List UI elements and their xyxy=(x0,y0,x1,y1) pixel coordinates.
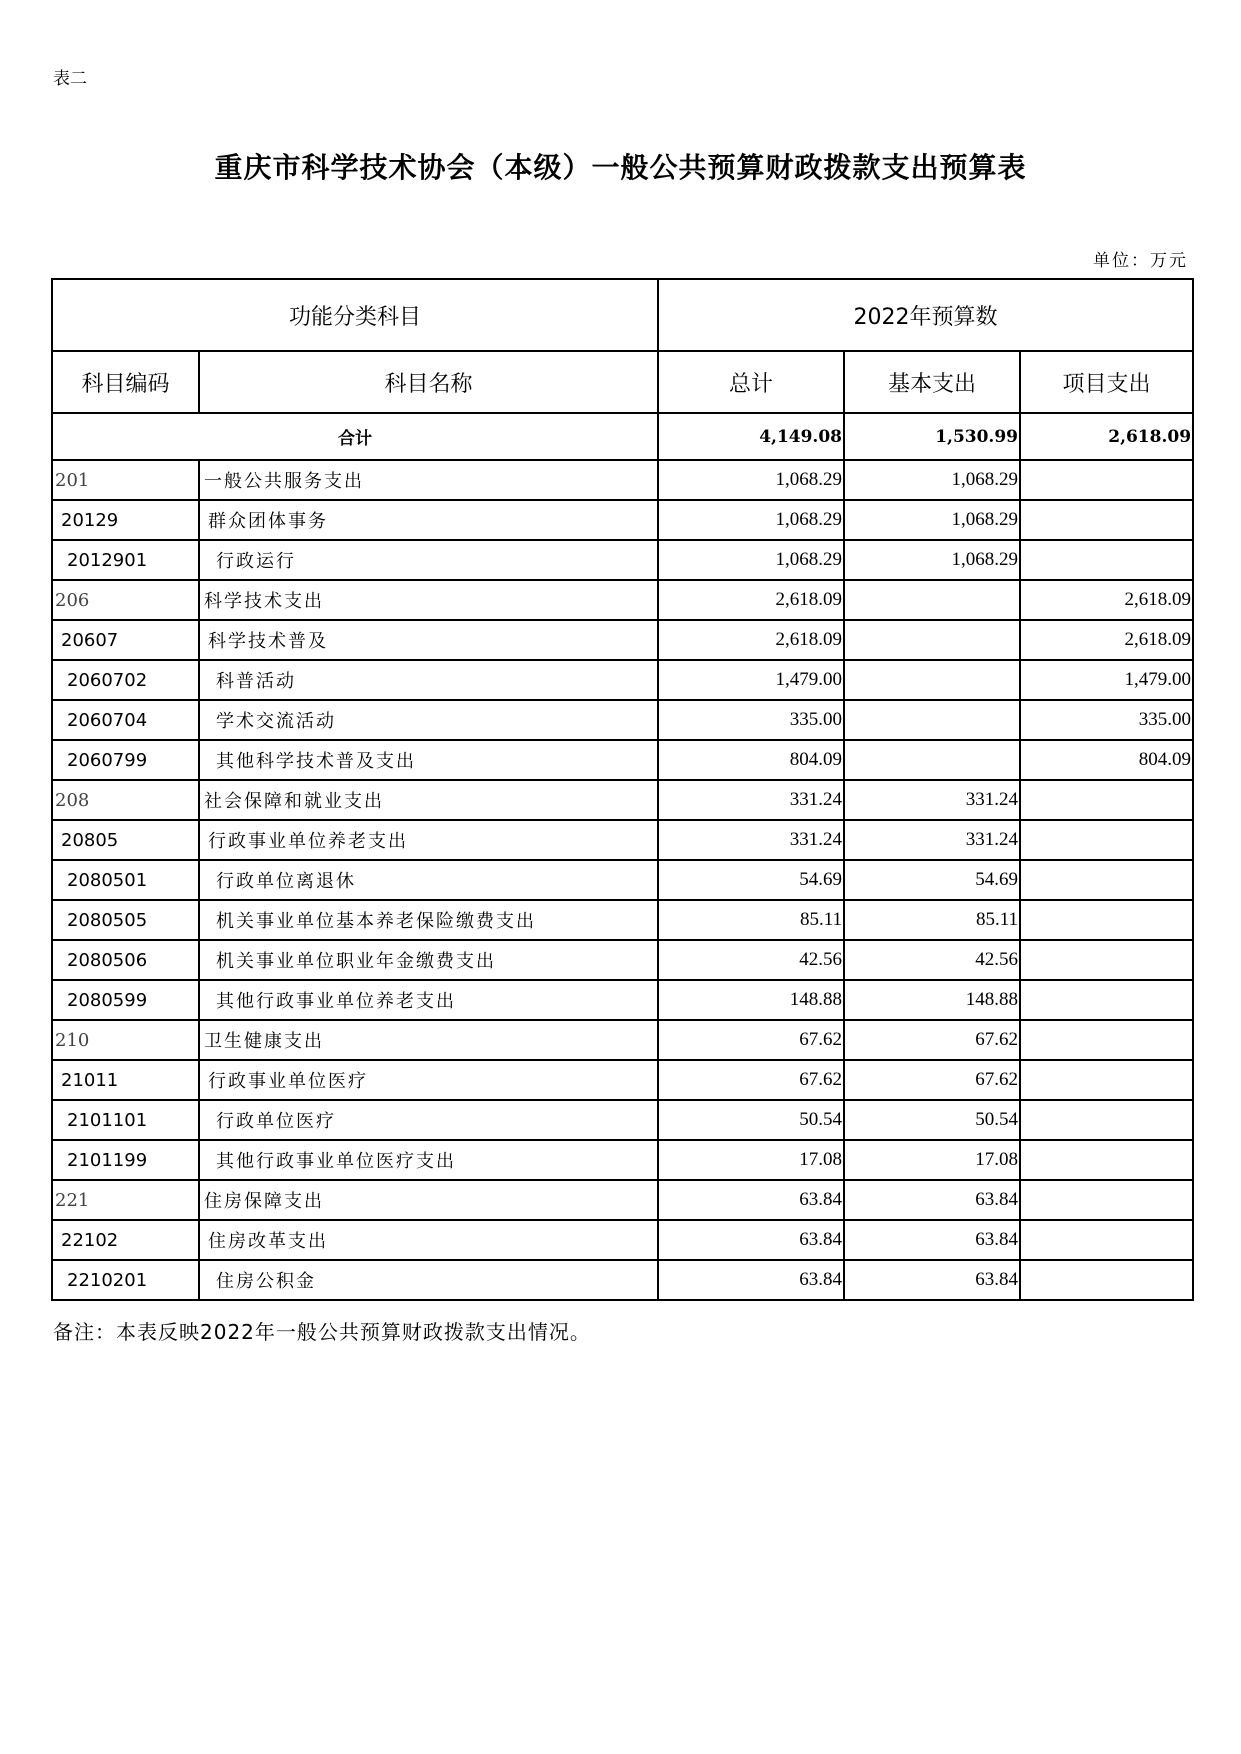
row-code: 20129 xyxy=(52,500,199,540)
row-total: 331.24 xyxy=(658,820,844,860)
row-project xyxy=(1020,540,1193,580)
row-project: 2,618.09 xyxy=(1020,580,1193,620)
row-code: 201 xyxy=(52,460,199,500)
row-project xyxy=(1020,780,1193,820)
row-project xyxy=(1020,860,1193,900)
row-basic: 85.11 xyxy=(844,900,1020,940)
row-total: 42.56 xyxy=(658,940,844,980)
row-basic xyxy=(844,700,1020,740)
row-basic: 42.56 xyxy=(844,940,1020,980)
row-name: 科学技术普及 xyxy=(199,620,658,660)
table-row xyxy=(52,900,1193,940)
table-row xyxy=(52,1140,1193,1180)
table-label: 表二 xyxy=(53,69,87,89)
row-basic: 331.24 xyxy=(844,820,1020,860)
table-row xyxy=(52,620,1193,660)
row-total: 67.62 xyxy=(658,1060,844,1100)
table-row xyxy=(52,500,1193,540)
row-name: 行政事业单位养老支出 xyxy=(199,820,658,860)
row-code: 2210201 xyxy=(52,1260,199,1300)
row-name: 卫生健康支出 xyxy=(199,1020,658,1060)
row-code: 2060704 xyxy=(52,700,199,740)
row-code: 2101199 xyxy=(52,1140,199,1180)
row-code: 2101101 xyxy=(52,1100,199,1140)
row-project xyxy=(1020,1220,1193,1260)
row-code: 2080506 xyxy=(52,940,199,980)
row-total: 804.09 xyxy=(658,740,844,780)
row-code: 2080599 xyxy=(52,980,199,1020)
row-basic: 63.84 xyxy=(844,1180,1020,1220)
row-basic: 331.24 xyxy=(844,780,1020,820)
table-row xyxy=(52,660,1193,700)
row-basic: 1,068.29 xyxy=(844,540,1020,580)
total-basic: 1,530.99 xyxy=(844,413,1020,460)
row-name: 社会保障和就业支出 xyxy=(199,780,658,820)
row-basic xyxy=(844,580,1020,620)
row-name: 其他行政事业单位养老支出 xyxy=(199,980,658,1020)
row-name: 科学技术支出 xyxy=(199,580,658,620)
row-project xyxy=(1020,820,1193,860)
row-project xyxy=(1020,1260,1193,1300)
table-row xyxy=(52,1100,1193,1140)
row-name: 行政单位医疗 xyxy=(199,1100,658,1140)
row-code: 2012901 xyxy=(52,540,199,580)
row-total: 50.54 xyxy=(658,1100,844,1140)
row-name: 学术交流活动 xyxy=(199,700,658,740)
row-name: 其他行政事业单位医疗支出 xyxy=(199,1140,658,1180)
row-code: 20805 xyxy=(52,820,199,860)
row-name: 群众团体事务 xyxy=(199,500,658,540)
row-project xyxy=(1020,900,1193,940)
table-row xyxy=(52,1020,1193,1060)
header-total: 总计 xyxy=(658,351,844,413)
row-basic: 54.69 xyxy=(844,860,1020,900)
row-code: 2080505 xyxy=(52,900,199,940)
row-project: 335.00 xyxy=(1020,700,1193,740)
row-total: 1,479.00 xyxy=(658,660,844,700)
total-row xyxy=(52,413,1193,460)
row-code: 221 xyxy=(52,1180,199,1220)
row-name: 行政单位离退休 xyxy=(199,860,658,900)
total-amount: 4,149.08 xyxy=(658,413,844,460)
row-basic: 63.84 xyxy=(844,1260,1020,1300)
row-total: 17.08 xyxy=(658,1140,844,1180)
table-row xyxy=(52,580,1193,620)
row-name: 住房保障支出 xyxy=(199,1180,658,1220)
row-total: 1,068.29 xyxy=(658,540,844,580)
header-function-classification: 功能分类科目 xyxy=(52,279,658,351)
table-row xyxy=(52,1260,1193,1300)
row-code: 2060799 xyxy=(52,740,199,780)
table-row xyxy=(52,460,1193,500)
row-name: 科普活动 xyxy=(199,660,658,700)
total-label: 合计 xyxy=(52,413,658,460)
row-name: 行政运行 xyxy=(199,540,658,580)
row-project: 2,618.09 xyxy=(1020,620,1193,660)
row-code: 2080501 xyxy=(52,860,199,900)
row-total: 54.69 xyxy=(658,860,844,900)
row-project: 1,479.00 xyxy=(1020,660,1193,700)
row-code: 206 xyxy=(52,580,199,620)
header-name: 科目名称 xyxy=(199,351,658,413)
row-basic: 1,068.29 xyxy=(844,500,1020,540)
footnote: 备注：本表反映2022年一般公共预算财政拨款支出情况。 xyxy=(53,1320,591,1344)
row-total: 1,068.29 xyxy=(658,460,844,500)
row-basic: 50.54 xyxy=(844,1100,1020,1140)
table-row xyxy=(52,740,1193,780)
row-basic xyxy=(844,660,1020,700)
header-basic: 基本支出 xyxy=(844,351,1020,413)
row-code: 210 xyxy=(52,1020,199,1060)
table-row xyxy=(52,1220,1193,1260)
row-project xyxy=(1020,460,1193,500)
row-code: 21011 xyxy=(52,1060,199,1100)
row-project: 804.09 xyxy=(1020,740,1193,780)
row-total: 63.84 xyxy=(658,1220,844,1260)
row-total: 67.62 xyxy=(658,1020,844,1060)
table-row xyxy=(52,980,1193,1020)
header-column-row xyxy=(52,351,1193,413)
row-total: 148.88 xyxy=(658,980,844,1020)
total-project: 2,618.09 xyxy=(1020,413,1193,460)
row-name: 机关事业单位职业年金缴费支出 xyxy=(199,940,658,980)
budget-table xyxy=(51,278,1194,1301)
page-title: 重庆市科学技术协会（本级）一般公共预算财政拨款支出预算表 xyxy=(214,151,1027,184)
row-basic: 17.08 xyxy=(844,1140,1020,1180)
row-name: 住房公积金 xyxy=(199,1260,658,1300)
row-basic: 148.88 xyxy=(844,980,1020,1020)
row-total: 335.00 xyxy=(658,700,844,740)
row-code: 22102 xyxy=(52,1220,199,1260)
row-basic xyxy=(844,620,1020,660)
row-project xyxy=(1020,1140,1193,1180)
row-name: 机关事业单位基本养老保险缴费支出 xyxy=(199,900,658,940)
row-total: 1,068.29 xyxy=(658,500,844,540)
header-project: 项目支出 xyxy=(1020,351,1193,413)
row-basic xyxy=(844,740,1020,780)
row-code: 208 xyxy=(52,780,199,820)
row-total: 2,618.09 xyxy=(658,580,844,620)
row-basic: 67.62 xyxy=(844,1020,1020,1060)
row-total: 63.84 xyxy=(658,1180,844,1220)
row-total: 63.84 xyxy=(658,1260,844,1300)
row-name: 其他科学技术普及支出 xyxy=(199,740,658,780)
table-row xyxy=(52,780,1193,820)
table-row xyxy=(52,1180,1193,1220)
row-project xyxy=(1020,1060,1193,1100)
row-name: 住房改革支出 xyxy=(199,1220,658,1260)
row-project xyxy=(1020,1100,1193,1140)
row-total: 331.24 xyxy=(658,780,844,820)
table-row xyxy=(52,540,1193,580)
header-budget-2022: 2022年预算数 xyxy=(658,279,1193,351)
table-row xyxy=(52,860,1193,900)
row-basic: 63.84 xyxy=(844,1220,1020,1260)
row-project xyxy=(1020,1180,1193,1220)
row-total: 2,618.09 xyxy=(658,620,844,660)
row-project xyxy=(1020,980,1193,1020)
unit-label: 单位：万元 xyxy=(1093,251,1188,271)
row-code: 20607 xyxy=(52,620,199,660)
table-row xyxy=(52,1060,1193,1100)
table-row xyxy=(52,940,1193,980)
row-name: 行政事业单位医疗 xyxy=(199,1060,658,1100)
row-project xyxy=(1020,500,1193,540)
table-row xyxy=(52,820,1193,860)
row-basic: 67.62 xyxy=(844,1060,1020,1100)
row-code: 2060702 xyxy=(52,660,199,700)
row-name: 一般公共服务支出 xyxy=(199,460,658,500)
row-basic: 1,068.29 xyxy=(844,460,1020,500)
header-code: 科目编码 xyxy=(52,351,199,413)
row-total: 85.11 xyxy=(658,900,844,940)
table-row xyxy=(52,700,1193,740)
row-project xyxy=(1020,940,1193,980)
header-group-row xyxy=(52,279,1193,351)
row-project xyxy=(1020,1020,1193,1060)
